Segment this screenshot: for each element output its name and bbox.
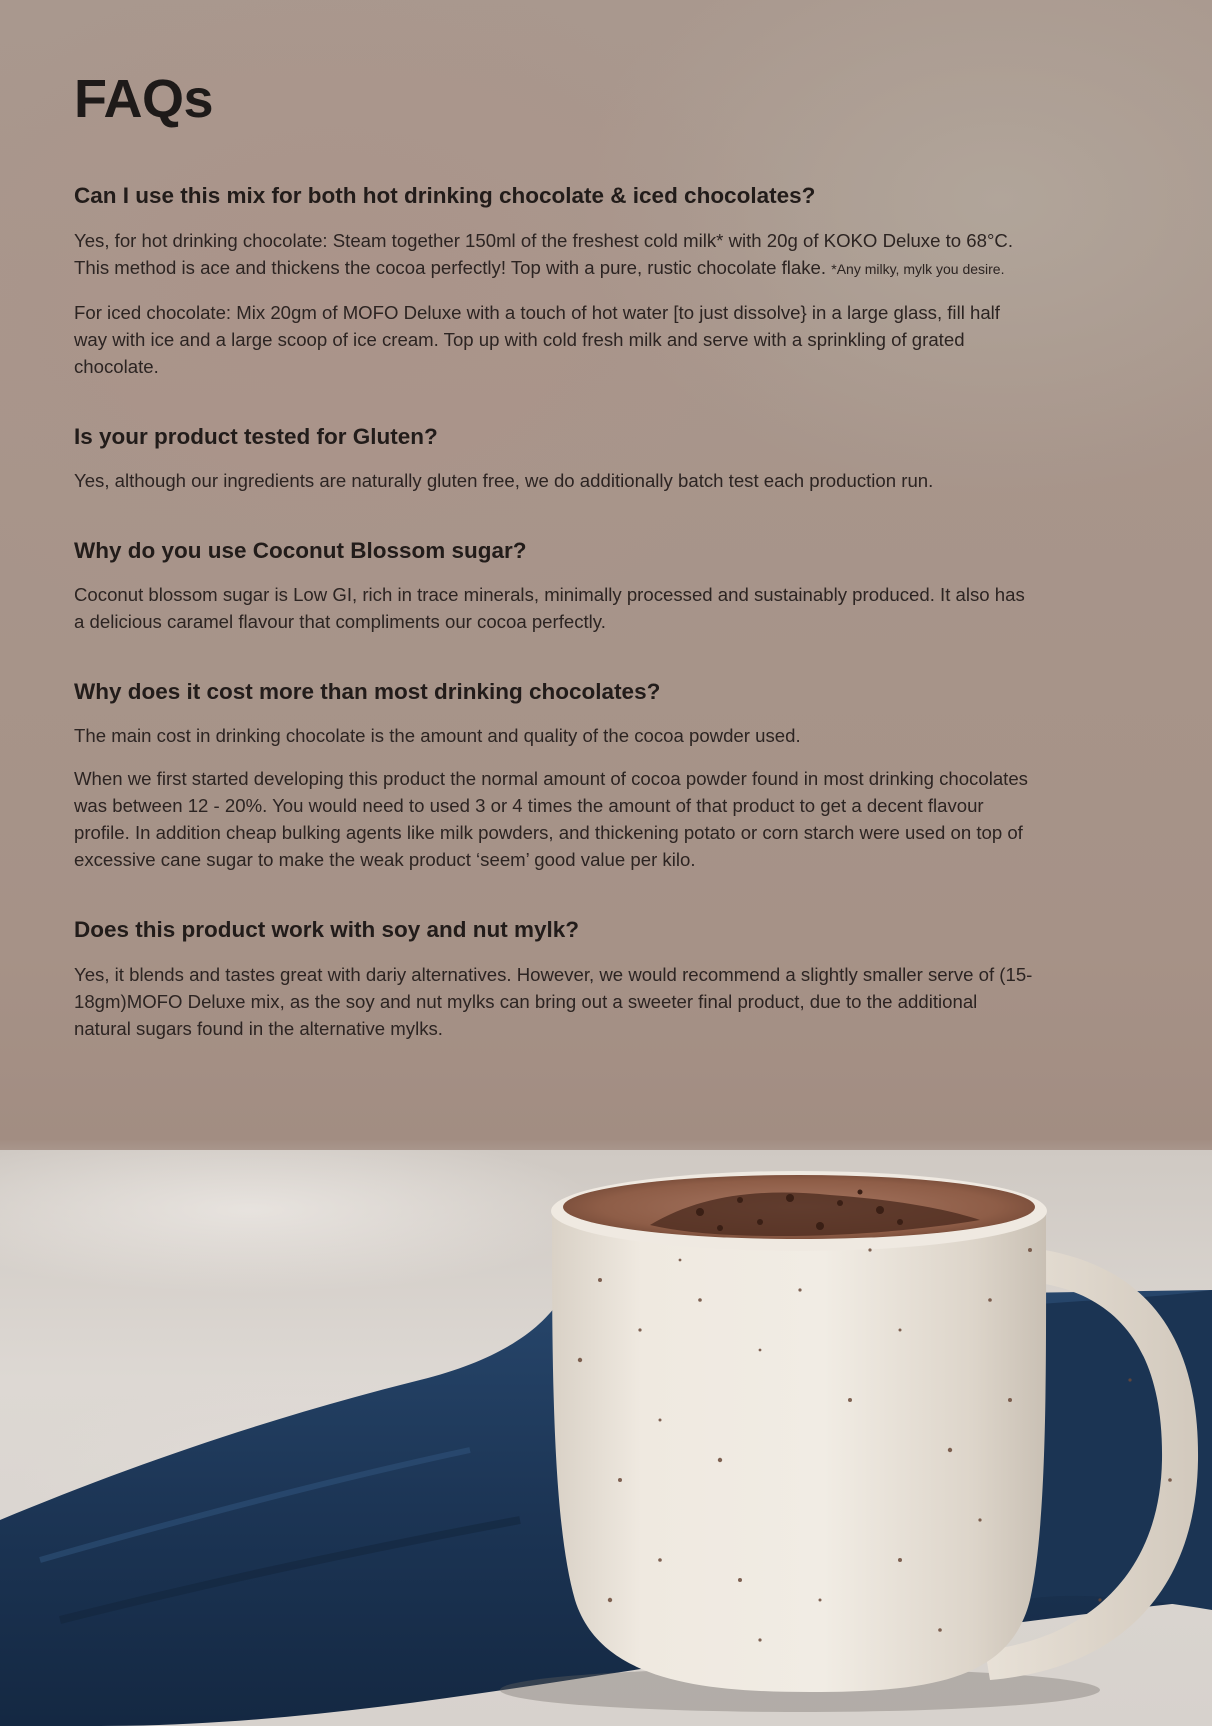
faq-answer: Yes, it blends and tastes great with dariy alternatives. However, we would recommend a slightly smaller serve of (15-18gm)MOFO Deluxe mix, as the soy and nut mylks can bring out a sweeter final product, due to the additional natural sugars found in the alternative mylks. xyxy=(74,963,1033,1039)
faq-answer: Yes, although our ingredients are naturally gluten free, we do additionally batch test each production run. xyxy=(74,469,934,491)
faq-question: Why do you use Coconut Blossom sugar? xyxy=(74,537,527,563)
faq-answer: Coconut blossom sugar is Low GI, rich in trace minerals, minimally processed and sustainably produced. It also has a delicious caramel flavour that compliments our cocoa perfectly. xyxy=(74,584,1025,633)
faq-answer xyxy=(74,227,1034,283)
faq-content xyxy=(74,70,1034,1084)
faq-answer: The main cost in drinking chocolate is the amount and quality of the cocoa powder used. xyxy=(74,725,801,747)
faq-item-cost xyxy=(74,677,1034,873)
faq-answer: For iced chocolate: Mix 20gm of MOFO Deluxe with a touch of hot water [to just dissolve} in a large glass, fill half way with ice and a large scoop of ice cream. Top up with cold fresh milk and serve with a sprinkling of grated chocolate. xyxy=(74,301,1000,377)
faq-item-soy-nut xyxy=(74,915,1034,1041)
faq-item-coconut-sugar xyxy=(74,536,1034,635)
faq-question: Why does it cost more than most drinking chocolates? xyxy=(74,679,661,705)
faq-question: Is your product tested for Gluten? xyxy=(74,423,438,449)
faq-item-gluten xyxy=(74,422,1034,494)
faq-question: Can I use this mix for both hot drinking chocolate & iced chocolates? xyxy=(74,183,816,209)
faq-answer: When we first started developing this product the normal amount of cocoa powder found in most drinking chocolates was between 12 - 20%. You would need to used 3 or 4 times the amount of that product to get a decent flavour profile. In addition cheap bulking agents like milk powders, and thickening potato or corn starch were used on top of excessive cane sugar to make the weak product ‘seem’ good value per kilo. xyxy=(74,768,1028,871)
page-title: FAQs xyxy=(74,69,214,129)
faq-footnote: *Any milky, mylk you desire. xyxy=(831,260,1005,277)
faq-answer-text: Yes, for hot drinking chocolate: Steam together 150ml of the freshest cold milk* with 20g of KOKO Deluxe to 68°C. This method is ace and thickens the cocoa perfectly! Top with a pure, rustic chocolate flake. xyxy=(74,229,1013,278)
faq-item-hot-iced xyxy=(74,181,1034,379)
faq-question: Does this product work with soy and nut mylk? xyxy=(74,917,580,943)
